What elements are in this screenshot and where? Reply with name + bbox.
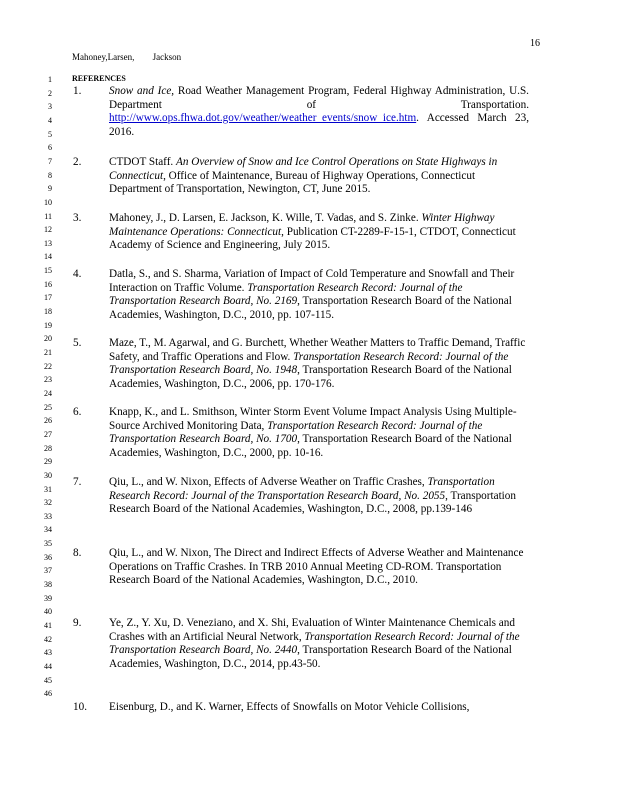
reference-title: Transportation Research Record: Journal of the Transportation Research Board, No. 1700	[109, 419, 483, 445]
reference-item	[73, 476, 529, 517]
line-number: 17	[44, 293, 52, 303]
reference-text: Ye, Z., Y. Xu, D. Veneziano, and X. Shi, Evaluation of Winter Maintenance Chemicals and Crashes with an Artificial Neural Network,	[109, 617, 515, 643]
line-number: 39	[44, 593, 52, 603]
line-number: 45	[44, 675, 52, 685]
line-number: 2	[48, 88, 52, 98]
reference-text: CTDOT Staff.	[109, 156, 177, 168]
line-number: 46	[44, 689, 52, 699]
line-number: 38	[44, 580, 52, 590]
reference-number: 8.	[73, 547, 82, 559]
line-number: 32	[44, 498, 52, 508]
reference-title: Transportation Research Record: Journal of the Transportation Research Board, No. 2440	[109, 630, 520, 656]
reference-text: Road Weather Management Program, Federal Highway Administration, U.S. Department of Transportation.	[109, 85, 529, 111]
reference-title: An Overview of Snow and Ice Control Operations on State Highways in Connecticut	[109, 156, 498, 182]
line-number: 40	[44, 607, 52, 617]
reference-text: Maze, T., M. Agarwal, and G. Burchett, Whether Weather Matters to Traffic Demand, Traffic Safety, and Traffic Operations and Flow.	[109, 337, 526, 363]
reference-title: Winter Highway Maintenance Operations: Connecticut	[109, 212, 495, 238]
header-authors-b: Jackson	[152, 52, 182, 62]
reference-item	[73, 337, 529, 391]
reference-title: Transportation Research Record: Journal of the Transportation Research Board, No. 2055	[109, 476, 495, 502]
reference-title: Transportation Research Record: Journal of the Transportation Research Board, No. 1948	[109, 350, 509, 376]
line-number: 1	[48, 75, 52, 84]
line-number: 29	[44, 457, 52, 467]
line-number: 23	[44, 375, 52, 385]
line-number: 22	[44, 361, 52, 371]
header-authors: Mahoney,Larsen,	[72, 52, 135, 62]
reference-text: Eisenburg, D., and K. Warner, Effects of Snowfalls on Motor Vehicle Collisions,	[109, 701, 470, 713]
reference-text-end: , Transportation Research Board of the National Academies, Washington, D.C., 2014, pp.43-50.	[109, 644, 512, 670]
line-number: 30	[44, 470, 52, 480]
line-number: 20	[44, 334, 52, 344]
line-number: 37	[44, 566, 52, 576]
reference-text: Qiu, L., and W. Nixon, The Direct and Indirect Effects of Adverse Weather and Maintenance Operations on Traffic Crashes. In TRB 2010 Annual Meeting CD-ROM. Transportation Research Board of the National Academies, Washington, D.C., 2010.	[109, 547, 524, 586]
reference-text: Qiu, L., and W. Nixon, Effects of Adverse Weather on Traffic Crashes,	[109, 476, 428, 488]
line-number: 41	[44, 621, 52, 630]
reference-number: 3.	[73, 212, 82, 224]
line-number: 14	[44, 252, 52, 262]
line-number: 35	[44, 539, 52, 549]
line-number: 3	[48, 102, 52, 112]
reference-item	[73, 85, 529, 139]
reference-text: Knapp, K., and L. Smithson, Winter Storm Event Volume Impact Analysis Using Multiple-Source Archived Monitoring Data,	[109, 406, 517, 432]
reference-item	[73, 701, 529, 715]
reference-number: 5.	[73, 337, 82, 349]
reference-title: Snow and Ice,	[109, 85, 175, 97]
line-number: 13	[44, 238, 52, 248]
reference-number: 1.	[73, 85, 82, 97]
line-number: 12	[44, 225, 52, 235]
running-header	[72, 52, 181, 62]
line-number: 19	[44, 320, 52, 330]
reference-item	[73, 406, 529, 460]
reference-number: 10.	[73, 701, 87, 713]
reference-number: 7.	[73, 476, 82, 488]
line-number: 4	[48, 115, 52, 125]
reference-number: 6.	[73, 406, 82, 418]
reference-item	[73, 156, 529, 197]
reference-text-end: , Office of Maintenance, Bureau of Highway Operations, Connecticut Department of Transportation, Newington, CT, June 2015.	[109, 169, 476, 195]
line-number: 18	[44, 307, 52, 317]
reference-item	[73, 547, 529, 588]
line-number: 33	[44, 511, 52, 521]
line-number: 10	[44, 197, 52, 207]
reference-text: Datla, S., and S. Sharma, Variation of Impact of Cold Temperature and Snowfall and Their Interaction on Traffic Volume.	[109, 268, 515, 294]
reference-number: 2.	[73, 156, 82, 168]
references-heading: REFERENCES	[72, 74, 126, 83]
line-number: 24	[44, 388, 52, 398]
reference-number: 9.	[73, 617, 82, 629]
reference-text-end: , Publication CT-2289-F-15-1, CTDOT, Connecticut Academy of Science and Engineering, July 2015.	[109, 225, 516, 251]
line-number: 9	[48, 184, 52, 194]
reference-item	[73, 617, 529, 671]
reference-item	[73, 268, 529, 322]
line-number: 34	[44, 525, 52, 535]
reference-text: Mahoney, J., D. Larsen, E. Jackson, K. Wille, T. Vadas, and S. Zinke.	[109, 212, 422, 224]
line-number: 7	[48, 156, 52, 166]
line-number: 43	[44, 648, 52, 658]
reference-title: Transportation Research Record: Journal of the Transportation Research Board, No. 2169	[109, 281, 463, 307]
line-number: 11	[44, 211, 52, 221]
line-number: 42	[44, 634, 52, 644]
line-number: 27	[44, 429, 52, 439]
reference-text-end: . Accessed March 23, 2016.	[109, 112, 529, 138]
line-number: 6	[48, 143, 52, 153]
reference-text-end: , Transportation Research Board of the National Academies, Washington, D.C., 2008, pp.139-146	[109, 489, 516, 515]
line-number: 31	[44, 484, 52, 494]
page-number: 16	[530, 38, 540, 49]
line-number: 16	[44, 279, 52, 289]
line-number: 26	[44, 416, 52, 426]
reference-item	[73, 212, 529, 253]
line-number: 5	[48, 129, 52, 139]
line-number: 44	[44, 661, 52, 671]
reference-number: 4.	[73, 268, 82, 280]
line-number: 15	[44, 266, 52, 276]
line-number: 28	[44, 443, 52, 453]
reference-text-end: , Transportation Research Board of the National Academies, Washington, D.C., 2010, pp. 107-115.	[109, 295, 512, 321]
reference-link[interactable]: http://www.ops.fhwa.dot.gov/weather/weather_events/snow_ice.htm	[109, 112, 417, 124]
line-number: 8	[48, 170, 52, 180]
reference-text-end: , Transportation Research Board of the National Academies, Washington, D.C., 2000, pp. 10-16.	[109, 433, 512, 459]
line-number: 36	[44, 552, 52, 562]
line-number: 25	[44, 402, 52, 412]
reference-text-end: , Transportation Research Board of the National Academies, Washington, D.C., 2006, pp. 170-176.	[109, 364, 512, 390]
line-number: 21	[44, 348, 52, 357]
